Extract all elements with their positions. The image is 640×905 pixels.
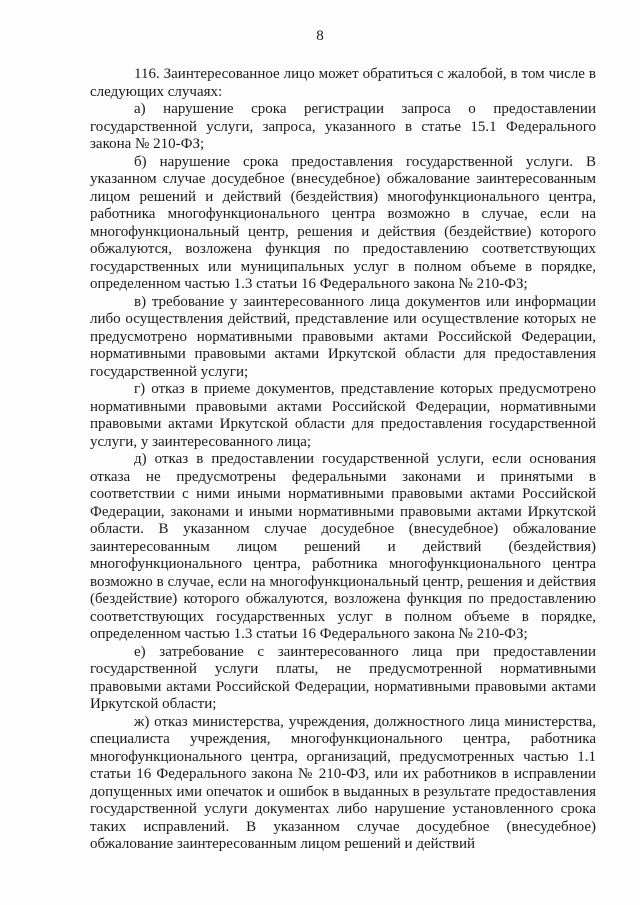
paragraph-116: 116. Заинтересованное лицо может обратиться с жалобой, в том числе в следующих случаях:: [90, 66, 596, 100]
paragraph-a: а) нарушение срока регистрации запроса о предоставлении государственной услуги, запроса, указанного в статье 15.1 Федерального закона № 210-ФЗ;: [90, 101, 596, 152]
page-number: 8: [316, 28, 324, 44]
paragraph-zh: ж) отказ министерства, учреждения, должностного лица министерства, специалиста учреждения, многофункционального центра, работника многофункционального центра, организаций, предусмотренных частью 1.1 статьи 16 Федерального закона № 210-ФЗ, или их работников в исправлении допущенных ими опечаток и ошибок в выданных в результате предоставления государственной услуги документах либо нарушение установленного срока таких исправлений. В указанном случае досудебное (внесудебное) обжалование заинтересованным лицом решений и действий: [90, 713, 596, 852]
paragraph-e: е) затребование с заинтересованного лица при предоставлении государственной услуги платы, не предусмотренной нормативными правовыми актами Российской Федерации, нормативными правовыми актами Иркутской области;: [90, 643, 596, 712]
paragraph-g: г) отказ в приеме документов, представление которых предусмотрено нормативными правовыми актами Российской Федерации, нормативными правовыми актами Иркутской области для предоставления государственной услуги, у заинтересованного лица;: [90, 381, 596, 450]
paragraph-b: б) нарушение срока предоставления государственной услуги. В указанном случае досудебное (внесудебное) обжалование заинтересованным лицом решений и действий (бездействия) многофункционального центра, работника многофункционального центра возможно в случае, если на многофункциональный центр, решения и действия (бездействие) которого обжалуются, возложена функция по предоставлению соответствующих государственных или муниципальных услуг в полном объеме в порядке, определенном частью 1.3 статьи 16 Федерального закона № 210-ФЗ;: [90, 153, 596, 292]
paragraph-v: в) требование у заинтересованного лица документов или информации либо осуществления действий, представление или осуществление которых не предусмотрено нормативными правовыми актами Российской Федерации, нормативными правовыми актами Иркутской области для предоставления государственной услуги;: [90, 293, 596, 380]
document-body: [90, 66, 596, 854]
paragraph-d: д) отказ в предоставлении государственной услуги, если основания отказа не предусмотрены федеральными законами и принятыми в соответствии с ними иными нормативными правовыми актами Российской Федерации, законами и иными нормативными правовыми актами Иркутской области. В указанном случае досудебное (внесудебное) обжалование заинтересованным лицом решений и действий (бездействия) многофункционального центра, работника многофункционального центра возможно в случае, если на многофункциональный центр, решения и действия (бездействие) которого обжалуются, возложена функция по предоставлению соответствующих государственных услуг в полном объеме в порядке, определенном частью 1.3 статьи 16 Федерального закона № 210-ФЗ;: [90, 451, 596, 642]
